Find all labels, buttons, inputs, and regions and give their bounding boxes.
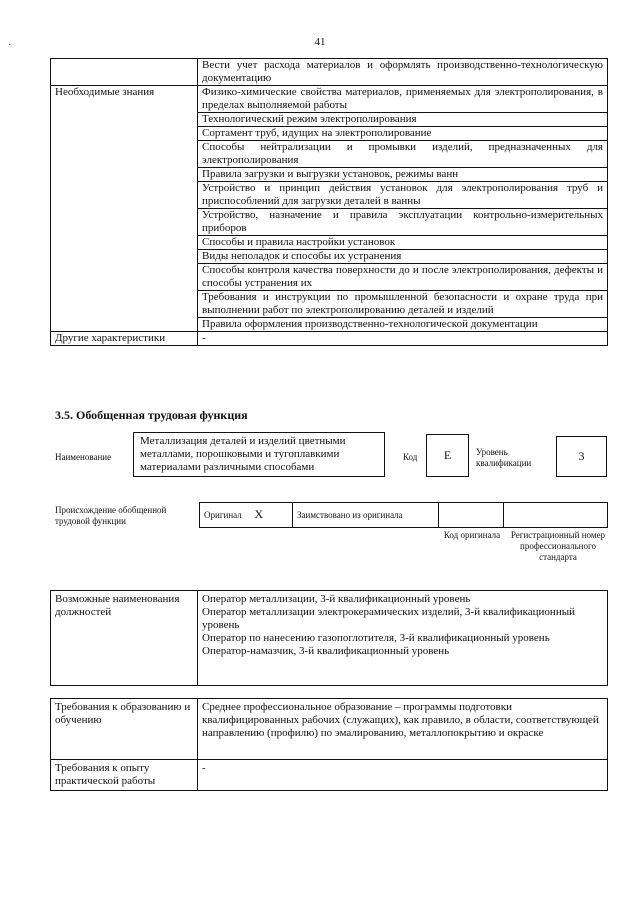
code-box xyxy=(426,434,469,477)
origin-table xyxy=(199,502,608,528)
table-row xyxy=(51,760,608,791)
code-caption: Код оригинала xyxy=(443,530,501,540)
table-row xyxy=(51,591,608,686)
table-row xyxy=(51,699,608,760)
experience-value: - xyxy=(198,760,608,791)
scan-mark: · xyxy=(8,40,12,51)
borrowed-cell xyxy=(293,503,439,528)
list-item: Оператор металлизации, 3-й квалификационный уровень xyxy=(202,593,471,605)
borrowed-label: Заимствовано из оригинала xyxy=(297,509,403,520)
knowledge-item: Устройство, назначение и правила эксплуатации контрольно-измерительных приборов xyxy=(198,209,608,236)
original-cell xyxy=(200,503,293,528)
registration-number-cell xyxy=(504,503,608,528)
knowledge-item: Виды неполадок и способы их устранения xyxy=(198,250,608,264)
list-item: Оператор по нанесению газопоглотителя, 3-й квалификационный уровень xyxy=(202,632,550,644)
knowledge-item: Требования и инструкции по промышленной безопасности и охране труда при выполнении работ по электрополированию деталей и изделий xyxy=(198,291,608,318)
other-value: - xyxy=(198,332,608,346)
knowledge-table xyxy=(50,58,608,346)
other-label: Другие характеристики xyxy=(51,332,198,346)
original-label: Оригинал xyxy=(204,510,242,520)
table-row xyxy=(51,332,608,346)
knowledge-item: Устройство и принцип действия установок для электрополирования труб и приспособлений для загрузки деталей в ванны xyxy=(198,182,608,209)
name-label: Наименование xyxy=(55,452,112,462)
knowledge-item: Способы контроля качества поверхности до и после электрополирования, дефекты и способы устранения их xyxy=(198,264,608,291)
experience-label: Требования к опыту практической работы xyxy=(51,760,198,791)
origin-label: Происхождение обобщенной трудовой функции xyxy=(55,505,167,526)
empty-cell xyxy=(51,59,198,86)
table-row xyxy=(200,503,608,528)
level-label: Уровень квалификации xyxy=(476,447,532,468)
education-value: Среднее профессиональное образование – программы подготовки квалифицированных рабочих (служащих), как правило, в области, соответствующей направлению (профилю) по эмалированию, металлопокрытию и окраске xyxy=(198,699,608,760)
code-label: Код xyxy=(403,452,418,462)
knowledge-label: Необходимые знания xyxy=(51,86,198,332)
level-box xyxy=(556,436,607,477)
knowledge-item: Правила загрузки и выгрузки установок, режимы ванн xyxy=(198,168,608,182)
original-code-cell xyxy=(439,503,504,528)
positions-list xyxy=(198,591,608,686)
list-item: Оператор металлизации электрокерамических изделий, 3-й квалификационный уровень xyxy=(202,606,575,631)
section-title: 3.5. Обобщенная трудовая функция xyxy=(55,408,248,422)
table-row xyxy=(51,86,608,113)
skill-cell: Вести учет расхода материалов и оформлять производственно-технологическую документацию xyxy=(198,59,608,86)
function-name: Металлизация деталей и изделий цветными металлами, порошковыми и тугоплавкими материалами различными способами xyxy=(140,435,346,473)
original-mark: X xyxy=(254,507,264,521)
knowledge-item: Сортамент труб, идущих на электрополирование xyxy=(198,127,608,141)
table-row xyxy=(51,59,608,86)
positions-label: Возможные наименования должностей xyxy=(51,591,198,686)
requirements-table xyxy=(50,698,608,791)
page-number: 41 xyxy=(314,36,326,48)
list-item: Оператор-намазчик, 3-й квалификационный уровень xyxy=(202,645,450,657)
level-value: 3 xyxy=(578,449,585,463)
knowledge-item: Физико-химические свойства материалов, применяемых для электрополирования, в пределах выполняемой работы xyxy=(198,86,608,113)
positions-table xyxy=(50,590,608,686)
knowledge-item: Правила оформления производственно-технологической документации xyxy=(198,318,608,332)
code-value: E xyxy=(443,448,452,462)
education-label: Требования к образованию и обучению xyxy=(51,699,198,760)
function-name-box xyxy=(133,432,385,477)
knowledge-item: Способы и правила настройки установок xyxy=(198,236,608,250)
knowledge-item: Технологический режим электрополирования xyxy=(198,113,608,127)
registration-caption: Регистрационный номер профессионального стандарта xyxy=(510,530,606,562)
knowledge-item: Способы нейтрализации и промывки изделий, предназначенных для электрополирования xyxy=(198,141,608,168)
